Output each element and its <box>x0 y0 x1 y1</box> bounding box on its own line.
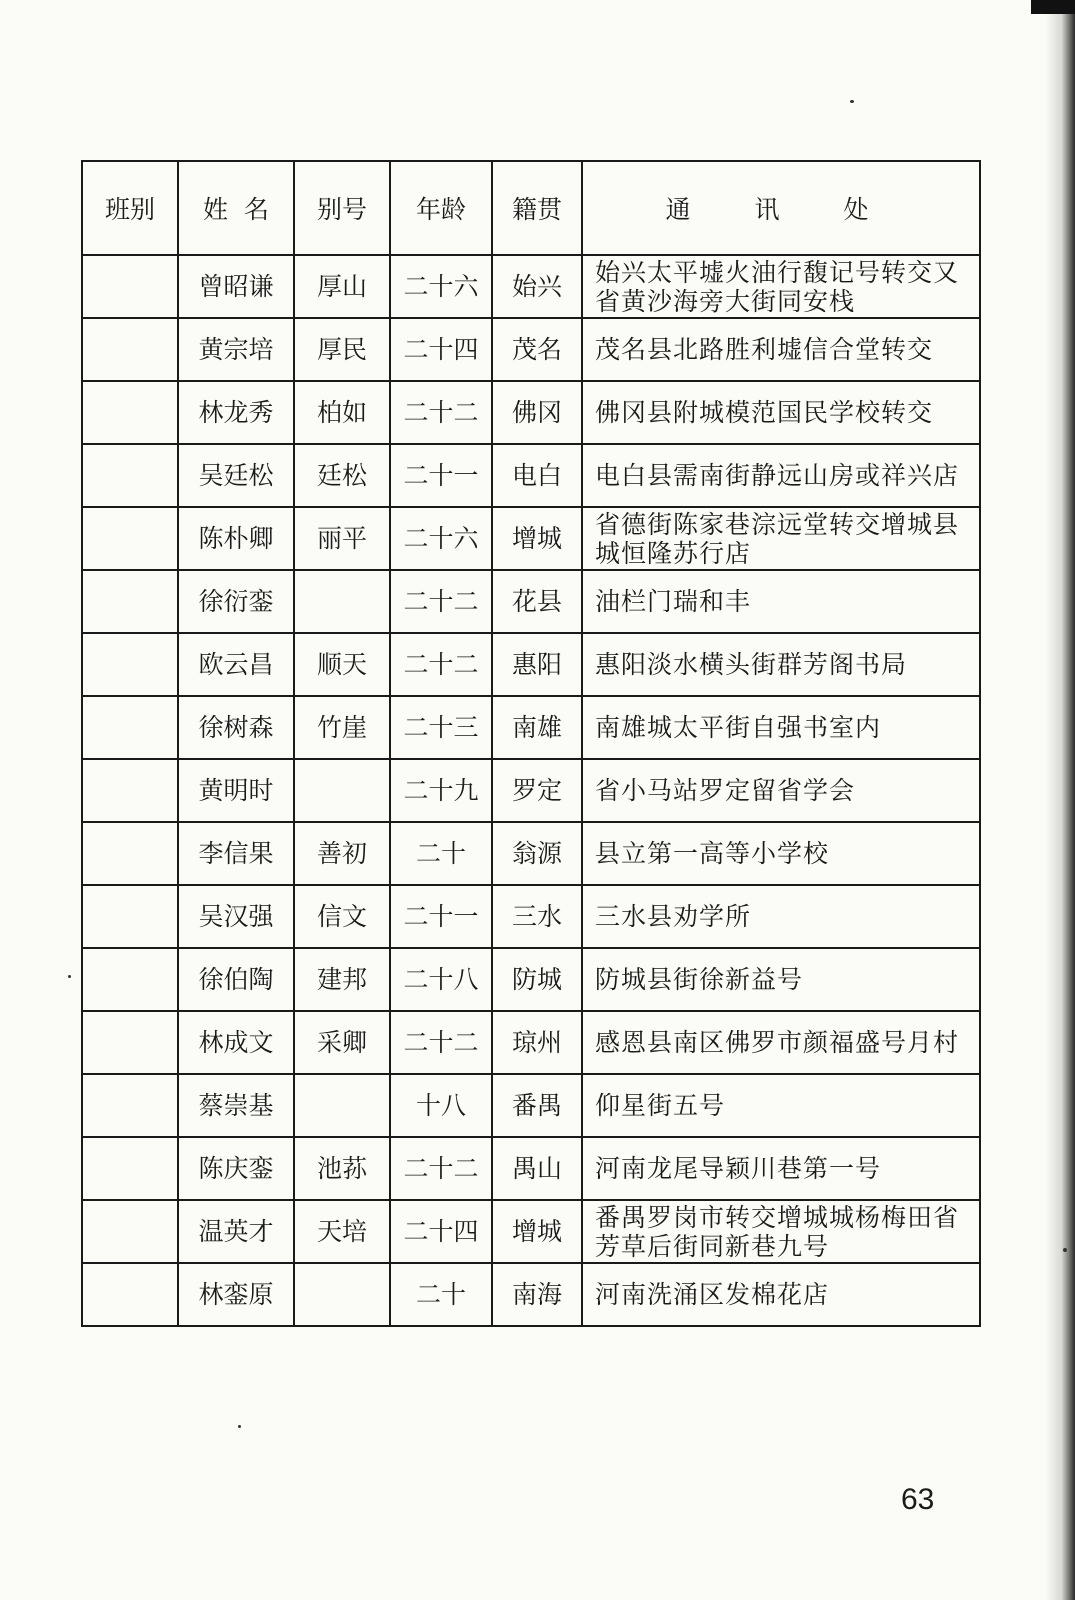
table-body <box>82 255 980 1326</box>
cell-age: 二十二 <box>390 633 492 696</box>
table-row <box>82 633 980 696</box>
header-name: 姓 名 <box>178 161 294 255</box>
cell-class <box>82 444 178 507</box>
cell-class <box>82 759 178 822</box>
header-age: 年龄 <box>390 161 492 255</box>
cell-class <box>82 885 178 948</box>
cell-name: 徐衍銮 <box>178 570 294 633</box>
cell-address: 佛冈县附城模范国民学校转交 <box>582 381 980 444</box>
cell-name: 欧云昌 <box>178 633 294 696</box>
cell-age: 二十二 <box>390 1137 492 1200</box>
table-row <box>82 444 980 507</box>
header-address: 通 讯 处 <box>582 161 980 255</box>
cell-origin: 增城 <box>492 1200 582 1263</box>
cell-class <box>82 948 178 1011</box>
cell-origin: 防城 <box>492 948 582 1011</box>
cell-age: 二十四 <box>390 318 492 381</box>
cell-alias: 柏如 <box>294 381 390 444</box>
cell-alias <box>294 759 390 822</box>
cell-origin: 始兴 <box>492 255 582 318</box>
cell-alias: 廷松 <box>294 444 390 507</box>
header-alias: 别号 <box>294 161 390 255</box>
cell-name: 陈朴卿 <box>178 507 294 570</box>
table-row <box>82 318 980 381</box>
cell-alias <box>294 1263 390 1326</box>
cell-alias: 厚民 <box>294 318 390 381</box>
cell-class <box>82 1011 178 1074</box>
cell-alias <box>294 570 390 633</box>
table-row <box>82 381 980 444</box>
cell-alias: 采卿 <box>294 1011 390 1074</box>
table-row <box>82 1137 980 1200</box>
cell-alias <box>294 1074 390 1137</box>
table-row <box>82 1011 980 1074</box>
page-number: 63 <box>901 1483 935 1516</box>
cell-name: 蔡崇基 <box>178 1074 294 1137</box>
scan-speck <box>850 100 854 103</box>
cell-class <box>82 570 178 633</box>
cell-age: 二十一 <box>390 885 492 948</box>
header-origin: 籍贯 <box>492 161 582 255</box>
cell-origin: 增城 <box>492 507 582 570</box>
cell-address: 仰星街五号 <box>582 1074 980 1137</box>
cell-name: 李信果 <box>178 822 294 885</box>
cell-alias: 丽平 <box>294 507 390 570</box>
cell-origin: 惠阳 <box>492 633 582 696</box>
cell-age: 二十二 <box>390 1011 492 1074</box>
scan-speck <box>238 1425 241 1428</box>
cell-origin: 佛冈 <box>492 381 582 444</box>
page-edge-shadow <box>1045 0 1075 1600</box>
cell-address: 河南龙尾导颖川巷第一号 <box>582 1137 980 1200</box>
cell-address: 感恩县南区佛罗市颜福盛号月村 <box>582 1011 980 1074</box>
cell-name: 黄明时 <box>178 759 294 822</box>
cell-address: 茂名县北路胜利墟信合堂转交 <box>582 318 980 381</box>
cell-class <box>82 1200 178 1263</box>
cell-alias: 善初 <box>294 822 390 885</box>
cell-origin: 南雄 <box>492 696 582 759</box>
cell-address: 南雄城太平街自强书室内 <box>582 696 980 759</box>
cell-origin: 花县 <box>492 570 582 633</box>
cell-name: 林銮原 <box>178 1263 294 1326</box>
table-row <box>82 1263 980 1326</box>
cell-name: 吴汉强 <box>178 885 294 948</box>
cell-class <box>82 822 178 885</box>
cell-address: 省小马站罗定留省学会 <box>582 759 980 822</box>
cell-age: 二十八 <box>390 948 492 1011</box>
cell-alias: 顺天 <box>294 633 390 696</box>
cell-class <box>82 633 178 696</box>
cell-origin: 琼州 <box>492 1011 582 1074</box>
cell-name: 曾昭谦 <box>178 255 294 318</box>
table-row <box>82 822 980 885</box>
cell-age: 二十六 <box>390 507 492 570</box>
cell-address: 电白县需南街静远山房或祥兴店 <box>582 444 980 507</box>
table-row <box>82 948 980 1011</box>
cell-origin: 南海 <box>492 1263 582 1326</box>
cell-age: 十八 <box>390 1074 492 1137</box>
table-row <box>82 507 980 570</box>
cell-class <box>82 696 178 759</box>
cell-age: 二十九 <box>390 759 492 822</box>
cell-age: 二十二 <box>390 381 492 444</box>
cell-name: 徐树森 <box>178 696 294 759</box>
cell-origin: 茂名 <box>492 318 582 381</box>
cell-age: 二十二 <box>390 570 492 633</box>
cell-alias: 建邦 <box>294 948 390 1011</box>
cell-age: 二十 <box>390 1263 492 1326</box>
cell-origin: 电白 <box>492 444 582 507</box>
cell-alias: 池荪 <box>294 1137 390 1200</box>
cell-address: 始兴太平墟火油行馥记号转交又省黄沙海旁大街同安栈 <box>582 255 980 318</box>
cell-age: 二十四 <box>390 1200 492 1263</box>
table-row <box>82 570 980 633</box>
cell-address: 番禺罗岗市转交增城城杨梅田省芳草后街同新巷九号 <box>582 1200 980 1263</box>
table-row <box>82 1074 980 1137</box>
cell-address: 省德街陈家巷淙远堂转交增城县城恒隆苏行店 <box>582 507 980 570</box>
cell-origin: 三水 <box>492 885 582 948</box>
cell-name: 吴廷松 <box>178 444 294 507</box>
cell-address: 惠阳淡水横头街群芳阁书局 <box>582 633 980 696</box>
cell-alias: 天培 <box>294 1200 390 1263</box>
student-roster-table <box>81 160 981 1327</box>
cell-name: 黄宗培 <box>178 318 294 381</box>
cell-address: 河南洗涌区发棉花店 <box>582 1263 980 1326</box>
cell-name: 温英才 <box>178 1200 294 1263</box>
cell-origin: 罗定 <box>492 759 582 822</box>
cell-alias: 竹崖 <box>294 696 390 759</box>
table-row <box>82 885 980 948</box>
cell-class <box>82 1074 178 1137</box>
cell-name: 林成文 <box>178 1011 294 1074</box>
table-row <box>82 1200 980 1263</box>
cell-class <box>82 507 178 570</box>
cell-age: 二十三 <box>390 696 492 759</box>
scan-corner-mark <box>1031 0 1075 14</box>
cell-alias: 厚山 <box>294 255 390 318</box>
table-header-row <box>82 161 980 255</box>
cell-address: 油栏门瑞和丰 <box>582 570 980 633</box>
scan-speck <box>68 975 71 978</box>
cell-origin: 翁源 <box>492 822 582 885</box>
header-class: 班别 <box>82 161 178 255</box>
cell-name: 徐伯陶 <box>178 948 294 1011</box>
table-row <box>82 759 980 822</box>
cell-origin: 禺山 <box>492 1137 582 1200</box>
cell-alias: 信文 <box>294 885 390 948</box>
cell-age: 二十六 <box>390 255 492 318</box>
cell-name: 陈庆銮 <box>178 1137 294 1200</box>
cell-class <box>82 381 178 444</box>
scan-speck <box>1063 1248 1067 1252</box>
cell-class <box>82 318 178 381</box>
cell-class <box>82 255 178 318</box>
table-row <box>82 696 980 759</box>
cell-class <box>82 1137 178 1200</box>
cell-age: 二十 <box>390 822 492 885</box>
cell-address: 三水县劝学所 <box>582 885 980 948</box>
cell-address: 防城县街徐新益号 <box>582 948 980 1011</box>
cell-class <box>82 1263 178 1326</box>
cell-name: 林龙秀 <box>178 381 294 444</box>
cell-origin: 番禺 <box>492 1074 582 1137</box>
cell-address: 县立第一高等小学校 <box>582 822 980 885</box>
cell-age: 二十一 <box>390 444 492 507</box>
table-row <box>82 255 980 318</box>
